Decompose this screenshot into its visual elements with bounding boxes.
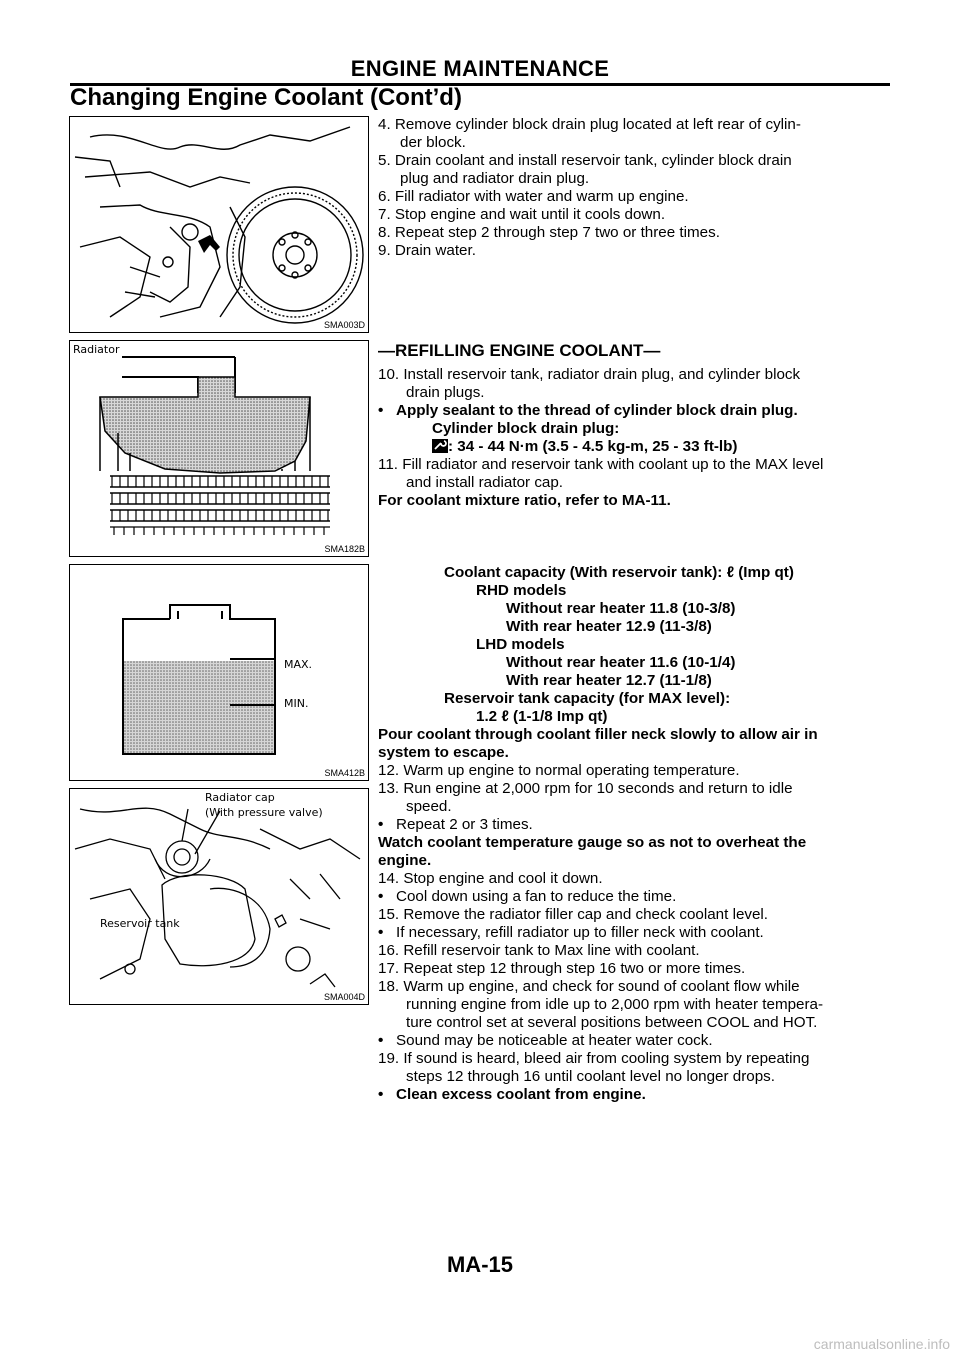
spec-rhd-with: With rear heater 12.9 (11-3/8) [506,618,712,635]
page-subtitle: Changing Engine Coolant (Cont’d) [70,84,462,111]
bullet-icon: • [378,888,384,905]
label-max: MAX. [284,658,313,671]
bullet-text: Repeat 2 or 3 times. [396,816,533,833]
step-4: 4. Remove cylinder block drain plug located at left rear of cylin- [378,116,801,133]
bullet-text: Sound may be noticeable at heater water cock. [396,1032,713,1049]
step-15: 15. Remove the radiator filler cap and check coolant level. [378,906,769,923]
bullet-repeat [378,816,533,834]
watermark: carmanualsonline.info [813,1336,950,1352]
figure-radiator [69,340,369,557]
step-5: 5. Drain coolant and install reservoir tank, cylinder block drain [378,152,792,169]
step-8: 8. Repeat step 2 through step 7 two or three times. [378,224,720,241]
label-radiator: Radiator [73,343,120,356]
radiator-illustration [70,341,368,556]
spec-torque [432,438,737,456]
figure-reservoir-level [69,564,369,781]
spec-lhd-without: Without rear heater 11.6 (10-1/4) [506,654,736,671]
bullet-icon: • [378,816,384,833]
label-min: MIN. [284,697,309,710]
engine-drain-illustration [70,117,368,332]
note-temp-gauge: Watch coolant temperature gauge so as not to overheat the [378,834,807,851]
step-17: 17. Repeat step 12 through step 16 two or more times. [378,960,746,977]
bullet-text: Apply sealant to the thread of cylinder block drain plug. [396,402,798,419]
reservoir-level-illustration [70,565,368,780]
step-13: 13. Run engine at 2,000 rpm for 10 seconds and return to idle [378,780,793,797]
bullet-icon: • [378,924,384,941]
bullet-sound [378,1032,713,1050]
step-11: 11. Fill radiator and reservoir tank with coolant up to the MAX level [378,456,824,473]
label-radiator-cap: Radiator cap [205,791,275,804]
step-14: 14. Stop engine and cool it down. [378,870,603,887]
step-18-cont-1: running engine from idle up to 2,000 rpm with heater tempera- [406,996,824,1013]
note-temp-gauge-cont: engine. [378,852,432,869]
figure-code: SMA182B [324,544,365,554]
label-pressure-valve: (With pressure valve) [205,806,323,819]
mixture-ratio-ref: For coolant mixture ratio, refer to MA-11. [378,492,671,509]
note-pour-coolant: Pour coolant through coolant filler neck slowly to allow air in [378,726,818,743]
page-number: MA-15 [446,1252,513,1277]
step-19: 19. If sound is heard, bleed air from cooling system by repeating [378,1050,810,1067]
step-4-cont: der block. [400,134,466,151]
bullet-icon: • [378,1032,384,1049]
torque-value: : 34 - 44 N·m (3.5 - 4.5 kg-m, 25 - 33 ft-lb) [448,438,738,455]
bullet-clean [378,1086,646,1104]
bullet-cool-down [378,888,676,906]
step-18-cont-2: ture control set at several positions between COOL and HOT. [406,1014,818,1031]
bullet-apply-sealant [378,402,798,420]
step-13-cont: speed. [406,798,452,815]
step-10-cont: drain plugs. [406,384,485,401]
figure-code: SMA004D [323,992,365,1002]
step-5-cont: plug and radiator drain plug. [400,170,590,187]
radiator-cap-illustration [70,789,368,1004]
spec-label-drain-plug: Cylinder block drain plug: [432,420,620,437]
step-11-cont: and install radiator cap. [406,474,564,491]
section-title: ENGINE MAINTENANCE [350,56,610,81]
step-12: 12. Warm up engine to normal operating temperature. [378,762,740,779]
spec-lhd-with: With rear heater 12.7 (11-1/8) [506,672,712,689]
bullet-text: Clean excess coolant from engine. [396,1086,646,1103]
step-7: 7. Stop engine and wait until it cools down. [378,206,666,223]
note-pour-coolant-cont: system to escape. [378,744,509,761]
section-heading-refilling: —REFILLING ENGINE COOLANT— [378,341,661,360]
step-19-cont: steps 12 through 16 until coolant level no longer drops. [406,1068,775,1085]
figure-engine-drain-plug [69,116,369,333]
spec-reservoir-value: 1.2 ℓ (1-1/8 Imp qt) [476,708,608,725]
spec-rhd-without: Without rear heater 11.8 (10-3/8) [506,600,736,617]
spec-coolant-capacity: Coolant capacity (With reservoir tank): ℓ (Imp qt) [444,564,794,581]
figure-radiator-cap [69,788,369,1005]
spec-rhd-models: RHD models [476,582,567,599]
torque-wrench-icon [432,439,448,453]
figure-code: SMA003D [323,320,365,330]
bullet-refill [378,924,764,942]
spec-lhd-models: LHD models [476,636,565,653]
step-16: 16. Refill reservoir tank to Max line with coolant. [378,942,700,959]
label-reservoir-tank: Reservoir tank [100,917,180,930]
bullet-icon: • [378,1086,384,1103]
bullet-text: If necessary, refill radiator up to filler neck with coolant. [396,924,764,941]
step-10: 10. Install reservoir tank, radiator drain plug, and cylinder block [378,366,801,383]
bullet-text: Cool down using a fan to reduce the time. [396,888,677,905]
step-6: 6. Fill radiator with water and warm up engine. [378,188,689,205]
bullet-icon: • [378,402,384,419]
figure-code: SMA412B [324,768,365,778]
step-9: 9. Drain water. [378,242,476,259]
step-18: 18. Warm up engine, and check for sound of coolant flow while [378,978,800,995]
spec-reservoir-capacity: Reservoir tank capacity (for MAX level): [444,690,731,707]
